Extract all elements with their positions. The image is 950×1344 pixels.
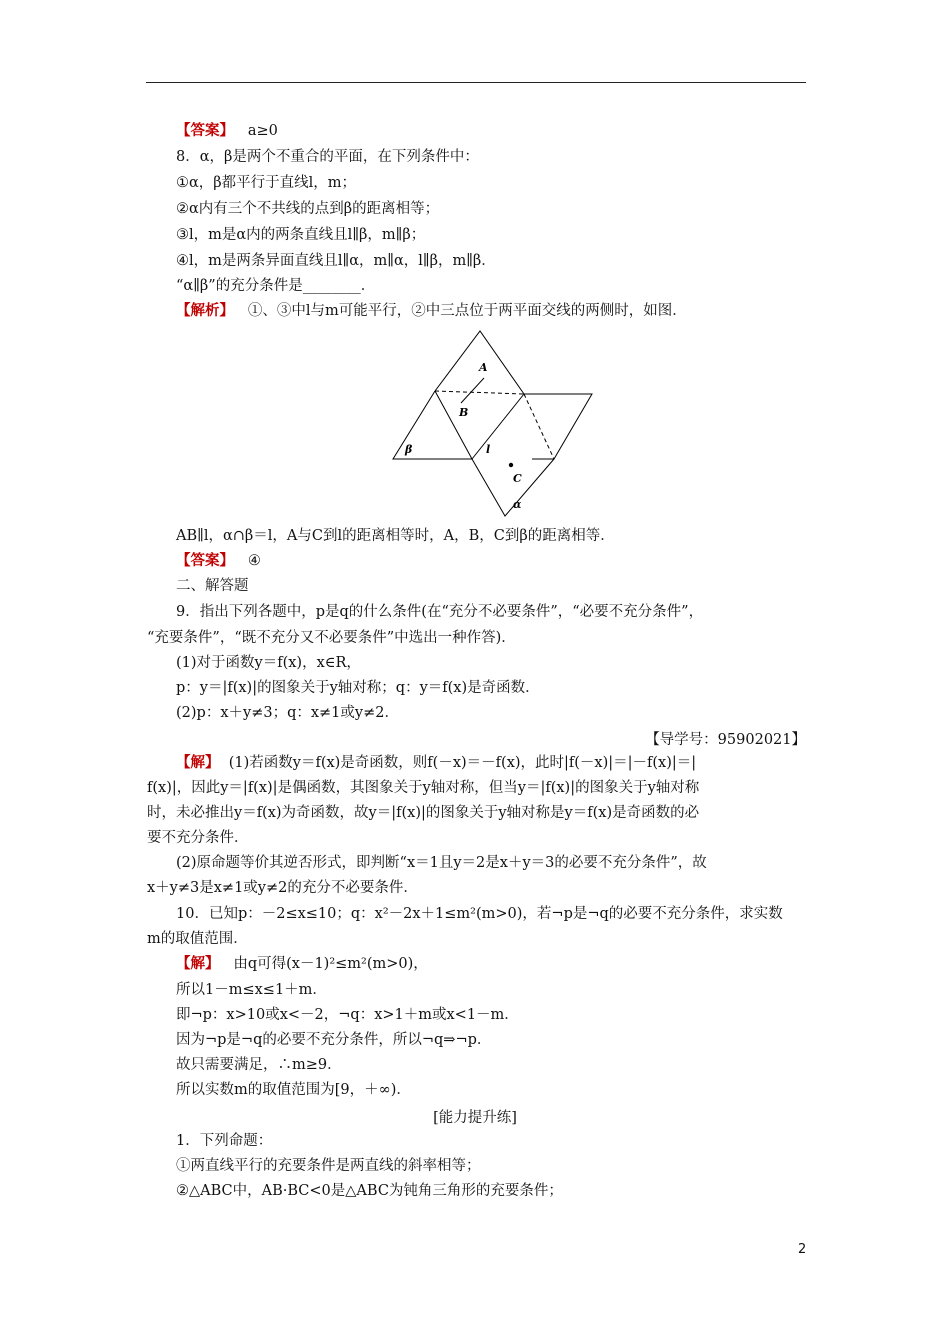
q8-stem: 8．α，β是两个不重合的平面，在下列条件中： [176,149,479,165]
header-rule [146,82,806,83]
q9-part-2: (2)p：x＋y≠3；q：x≠1或y≠2． [176,705,399,721]
solution-text: (1)若函数y＝f(x)是奇函数，则f(－x)＝－f(x)，此时|f(－x)|＝|－f(x)|＝| [228,755,697,771]
q8-condition-1: ①α，β都平行于直线l，m； [176,175,357,191]
solution-tag: 【解】 [176,754,220,771]
answer-value: a≥0 [247,123,278,139]
label-c: C [513,472,522,485]
adv1-item-2: ②△ABC中，AB·BC<0是△ABC为钝角三角形的充要条件； [176,1183,563,1199]
label-a: A [479,361,488,374]
q8-condition-2: ②α内有三个不共线的点到β的距离相等； [176,201,440,217]
q10-solution-4: 因为¬p是¬q的必要不充分条件，所以¬q⇒¬p． [176,1032,492,1048]
q9-part-1-pq: p：y＝|f(x)|的图象关于y轴对称；q：y＝f(x)是奇函数． [176,680,540,696]
solution-tag: 【解】 [176,955,220,972]
answer-tag: 【答案】 [176,552,234,569]
analysis-tag: 【解析】 [176,302,234,319]
q10-solution-3: 即¬p：x>10或x<－2，¬q：x>1＋m或x<1－m． [176,1007,519,1023]
hidden-edge-top [435,391,524,394]
answer-line [176,121,278,141]
q9-solution-4: 要不充分条件． [147,830,249,846]
q10-solution-1 [176,954,428,974]
label-beta: β [405,443,413,456]
planes-figure [392,330,602,520]
answer-value: ④ [247,553,261,569]
solution-text: 由q可得(x－1)²≤m²(m>0)， [233,956,428,972]
adv1-item-1: ①两直线平行的充要条件是两直线的斜率相等； [176,1158,481,1174]
alpha-plane-lower-edge [435,391,554,516]
segment-ab [461,378,484,403]
label-alpha: α [513,498,522,511]
q9-solution-5: (2)原命题等价其逆否形式，即判断“x＝1且y＝2是x＋y＝3的必要不充分条件”，故 [176,855,707,871]
q9-part-1: (1)对于函数y＝f(x)，x∈R， [176,655,361,671]
q9-line-2: “充要条件”，“既不充分又不必要条件”中选出一种作答)． [147,630,516,646]
q10-solution-6: 所以实数m的取值范围为[9，＋∞)． [176,1082,411,1098]
q8-analysis [176,301,687,321]
q9-solution-6: x＋y≠3是x≠1或y≠2的充分不必要条件． [147,880,418,896]
q9-line-1: 9．指出下列各题中，p是q的什么条件(在“充分不必要条件”，“必要不充分条件”， [176,604,704,620]
q9-solution-3: 时，未必推出y＝f(x)为奇函数，故y＝|f(x)|的图象关于y轴对称是y＝f(x)是奇函数的必 [147,805,700,821]
q10-line-1: 10．已知p：－2≤x≤10；q：x²－2x＋1≤m²(m>0)，若¬p是¬q的必要不充分条件，求实数 [176,906,783,922]
page-number: 2 [798,1242,807,1257]
point-c [509,463,513,467]
q8-condition-3: ③l，m是α内的两条直线且l∥β，m∥β； [176,227,426,243]
line-l [472,394,524,459]
hidden-edge-right [524,394,554,459]
q9-solution-2: f(x)|，因此y＝|f(x)|是偶函数，其图象关于y轴对称，但当y＝|f(x)|的图象关于y轴对称 [147,780,700,796]
q8-answer [176,551,261,571]
q8-question: “α∥β”的充分条件是________． [176,278,376,294]
q8-after-figure: AB∥l，α∩β＝l，A与C到l的距离相等时，A，B，C到β的距离相等． [176,528,615,544]
label-l: l [486,443,491,456]
q10-solution-5: 故只需要满足，∴m≥9． [176,1057,342,1073]
label-b: B [459,406,469,419]
q9-solution-1 [176,753,696,773]
q8-condition-4: ④l，m是两条异面直线且l∥α，m∥α，l∥β，m∥β． [176,253,496,269]
advanced-section-heading: [能力提升练] [433,1110,517,1126]
section-heading: 二、解答题 [176,578,249,594]
guide-number: 【导学号：95902021】 [645,732,806,748]
answer-tag: 【答案】 [176,122,234,139]
q10-solution-2: 所以1－m≤x≤1＋m． [176,982,327,998]
beta-plane-right-edge [524,394,592,459]
analysis-text: ①、③中l与m可能平行，②中三点位于两平面交线的两侧时，如图． [247,303,687,319]
adv1-stem: 1．下列命题： [176,1133,273,1149]
q10-line-2: m的取值范围． [147,931,248,947]
